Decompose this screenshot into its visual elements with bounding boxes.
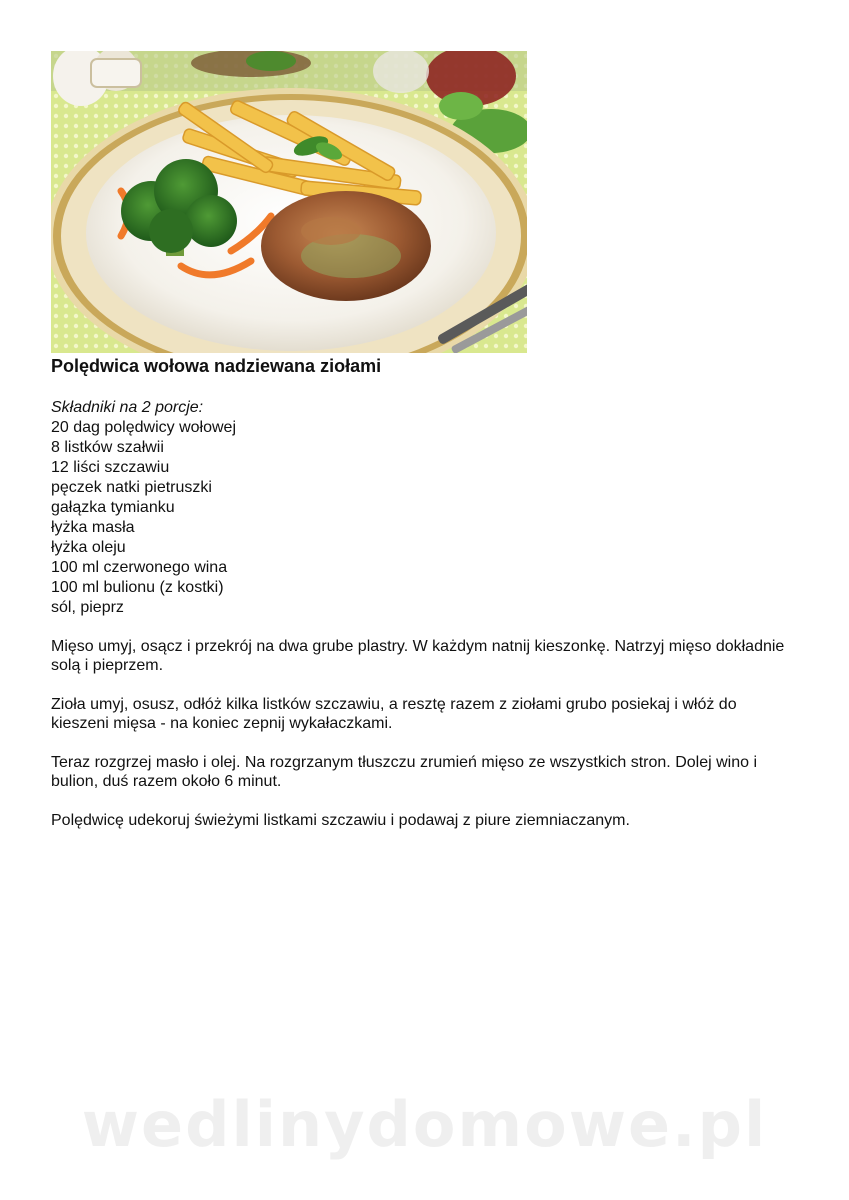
preparation-steps — [51, 637, 791, 850]
ingredient-item: 8 listków szałwii — [51, 439, 164, 456]
recipe-title: Polędwica wołowa nadziewana ziołami — [51, 356, 382, 376]
ingredients-section — [51, 398, 236, 618]
ingredient-item: pęczek natki pietruszki — [51, 479, 212, 496]
site-watermark: wedlinydomowe.pl — [81, 1088, 768, 1161]
step-paragraph: Teraz rozgrzej masło i olej. Na rozgrzanym tłuszczu zrumień mięso ze wszystkich stron. Dolej wino i bulion, duś razem około 6 minut. — [51, 754, 757, 790]
ingredient-item: 12 liści szczawiu — [51, 459, 170, 476]
ingredients-heading: Składniki na 2 porcje: — [51, 399, 204, 416]
ingredients-list — [51, 418, 236, 618]
ingredient-item: łyżka masła — [51, 519, 135, 536]
ingredient-item: łyżka oleju — [51, 539, 126, 556]
ingredient-item: gałązka tymianku — [51, 499, 175, 516]
ingredient-item: 100 ml bulionu (z kostki) — [51, 579, 224, 596]
ingredient-item: 20 dag polędwicy wołowej — [51, 419, 236, 436]
step-paragraph: Polędwicę udekoruj świeżymi listkami szczawiu i podawaj z piure ziemniaczanym. — [51, 812, 630, 829]
step-paragraph: Mięso umyj, osącz i przekrój na dwa grube plastry. W każdym natnij kieszonkę. Natrzyj mięso dokładnie solą i pieprzem. — [51, 638, 785, 674]
step-paragraph: Zioła umyj, osusz, odłóż kilka listków szczawiu, a resztę razem z ziołami grubo posiekaj i włóż do kieszeni mięsa - na koniec zepnij wykałaczkami. — [51, 696, 737, 732]
ingredient-item: 100 ml czerwonego wina — [51, 559, 228, 576]
dish-photo — [51, 51, 527, 353]
ingredient-item: sól, pieprz — [51, 599, 124, 616]
